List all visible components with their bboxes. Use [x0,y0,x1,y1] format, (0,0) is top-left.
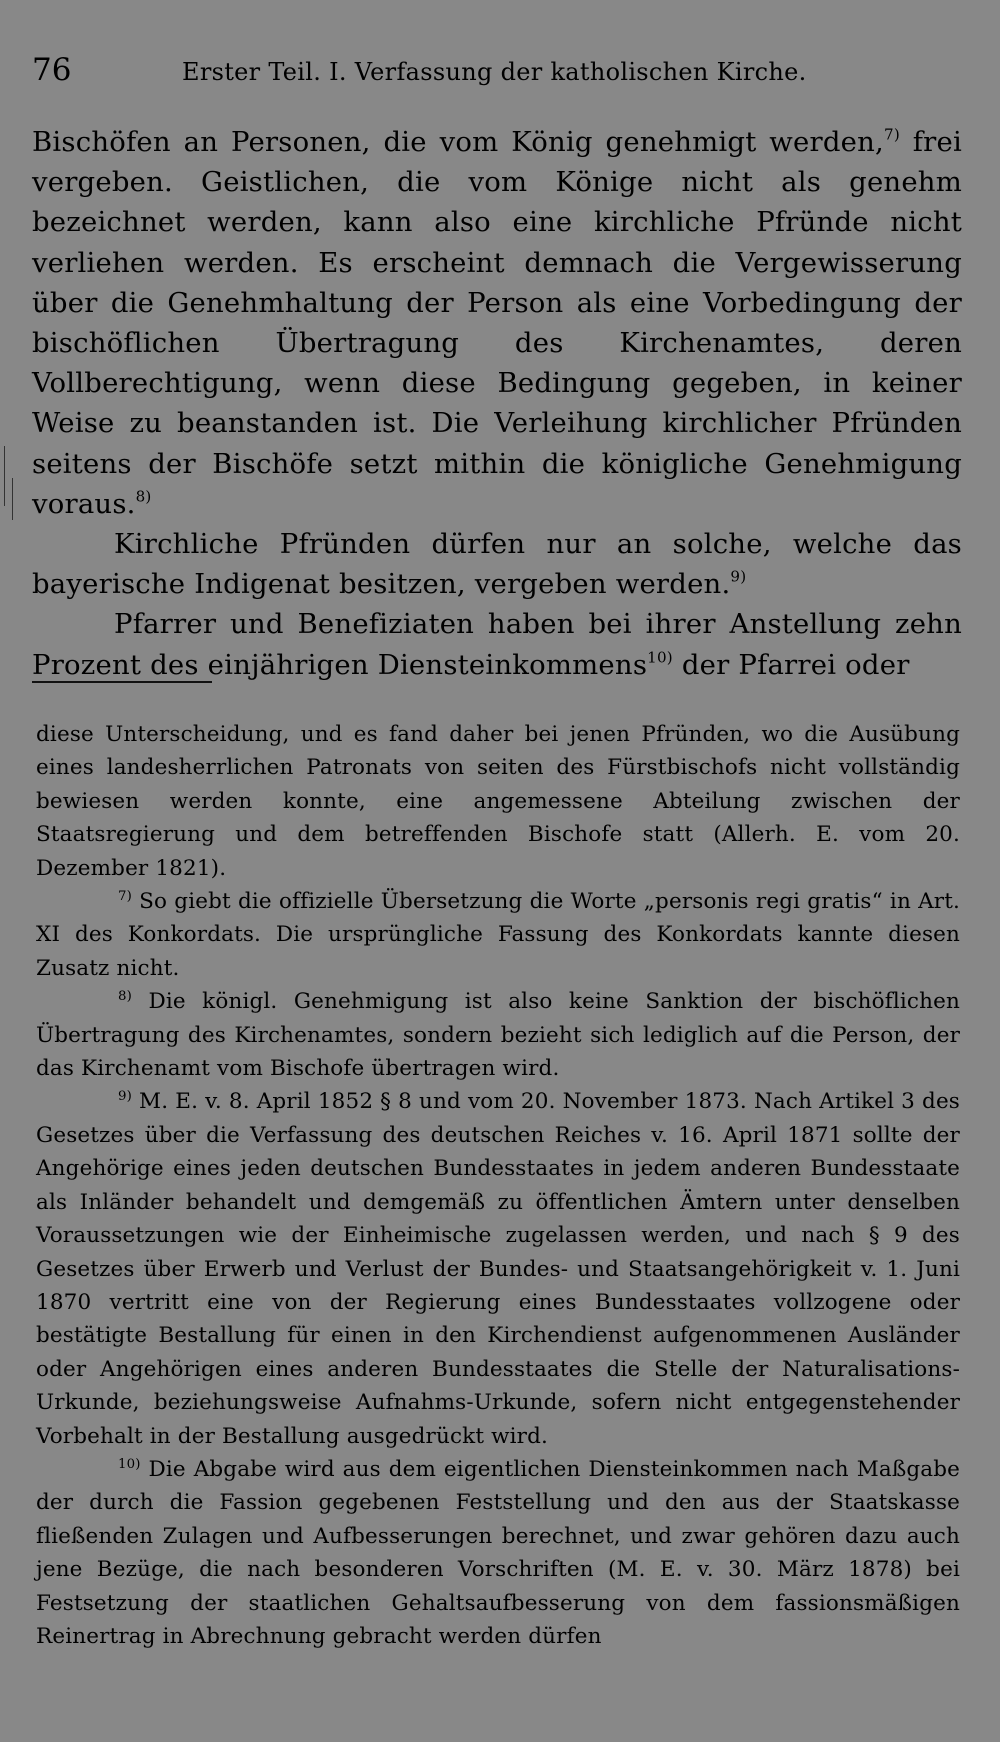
footnote [36,985,960,1085]
footnote-reference: 7) [884,125,900,144]
page-header [32,50,962,100]
margin-mark [4,446,5,506]
page-number: 76 [32,52,72,88]
body-paragraph [32,604,962,684]
footnote-reference: 9) [730,567,747,586]
footnote [36,1085,960,1452]
footnote-text: So giebt die offizielle Übersetzung die Worte „personis regi gratis“ in Art. XI des Konkordats. Die ursprüngliche Fassung des Konkordats kannte diesen Zusatz nicht. [36,889,960,981]
footnote-marker: 9) [118,1089,132,1105]
footnote [36,1453,960,1653]
body-text-run: Bischöfen an Personen, die vom König genehmigt werden, [32,126,885,158]
footnote-text: Die königl. Genehmigung ist also keine Sanktion der bischöflichen Übertragung des Kirchenamtes, sondern bezieht sich lediglich auf die Person, der das Kirchenamt vom Bischofe übertragen wird. [36,989,960,1082]
footnote-reference: 10) [647,648,673,667]
footnote-text: Die Abgabe wird aus dem eigentlichen Diensteinkommen nach Maßgabe der durch die Fassion gegebenen Feststellung und den aus der Staatskasse fließenden Zulagen und Aufbesserungen berechnet, und zwar gehören dazu auch jene Bezüge, die nach besonderen Vorschriften (M. E. v. 30. März 1878) bei Festsetzung der staatlichen Gehaltsaufbesserung von dem fassionsmäßigen Reinertrag in Abrechnung gebracht werden dürfen [36,1456,961,1649]
footnote-reference: 8) [135,487,152,506]
body-text [32,122,962,685]
body-text-run: frei vergeben. Geistlichen, die vom Könige nicht als genehm bezeichnet werden, kann also eine kirchliche Pfründe nicht verliehen werden. Es erscheint demnach die Vergewisserung über die Genehmhaltung der Person als eine Vorbedingung der bischöflichen Übertragung des Kirchenamtes, deren Vollberechtigung, wenn diese Bedingung gegeben, in keiner Weise zu beanstanden ist. Die Verleihung kirchlicher Pfründen seitens der Bischöfe setzt mithin die königliche Genehmigung voraus. [32,126,962,520]
footnote-marker: 8) [118,989,132,1005]
body-paragraph [32,122,962,524]
footnote [36,885,960,985]
footnote [36,718,960,885]
body-text-run: der Pfarrei oder [672,648,910,681]
footnote-text: M. E. v. 8. April 1852 § 8 und vom 20. November 1873. Nach Artikel 3 des Gesetzes über die Verfassung des deutschen Reiches v. 16. April 1871 sollte der Angehörige eines jeden deutschen Bundesstaates in jedem anderen Bundesstaate als Inländer behandelt und demgemäß zu öffentlichen Ämtern unter denselben Voraussetzungen wie der Einheimische zugelassen werden, und nach § 9 des Gesetzes über Erwerb und Verlust der Bundes- und Staatsangehörigkeit v. 1. Juni 1870 vertritt eine von der Regierung eines Bundesstaates vollzogene oder bestätigte Bestallung für einen in den Kirchendienst aufgenommenen Ausländer oder Angehörigen eines anderen Bundesstaates die Stelle der Naturalisations-Urkunde, beziehungsweise Aufnahms-Urkunde, sofern nicht entgegenstehender Vorbehalt in der Bestallung ausgedrückt wird. [36,1089,960,1449]
margin-mark [12,478,13,520]
body-text-run: Pfarrer und Benefiziaten haben bei ihrer Anstellung zehn Prozent des einjährigen Diensteinkommens [32,608,962,681]
footnotes [36,718,960,1653]
body-paragraph [32,524,962,604]
footnote-separator-rule [32,681,212,683]
running-head: Erster Teil. I. Verfassung der katholischen Kirche. [182,58,807,86]
footnote-text: diese Unterscheidung, und es fand daher bei jenen Pfründen, wo die Ausübung eines landesherrlichen Patronats von seiten des Fürstbischofs nicht vollständig bewiesen werden konnte, eine angemessene Abteilung zwischen der Staatsregierung und dem betreffenden Bischofe statt (Allerh. E. vom 20. Dezember 1821). [36,722,960,881]
body-text-run: Kirchliche Pfründen dürfen nur an solche, welche das bayerische Indigenat besitzen, vergeben werden. [32,528,962,601]
footnote-marker: 10) [118,1456,141,1472]
footnote-marker: 7) [118,889,132,905]
